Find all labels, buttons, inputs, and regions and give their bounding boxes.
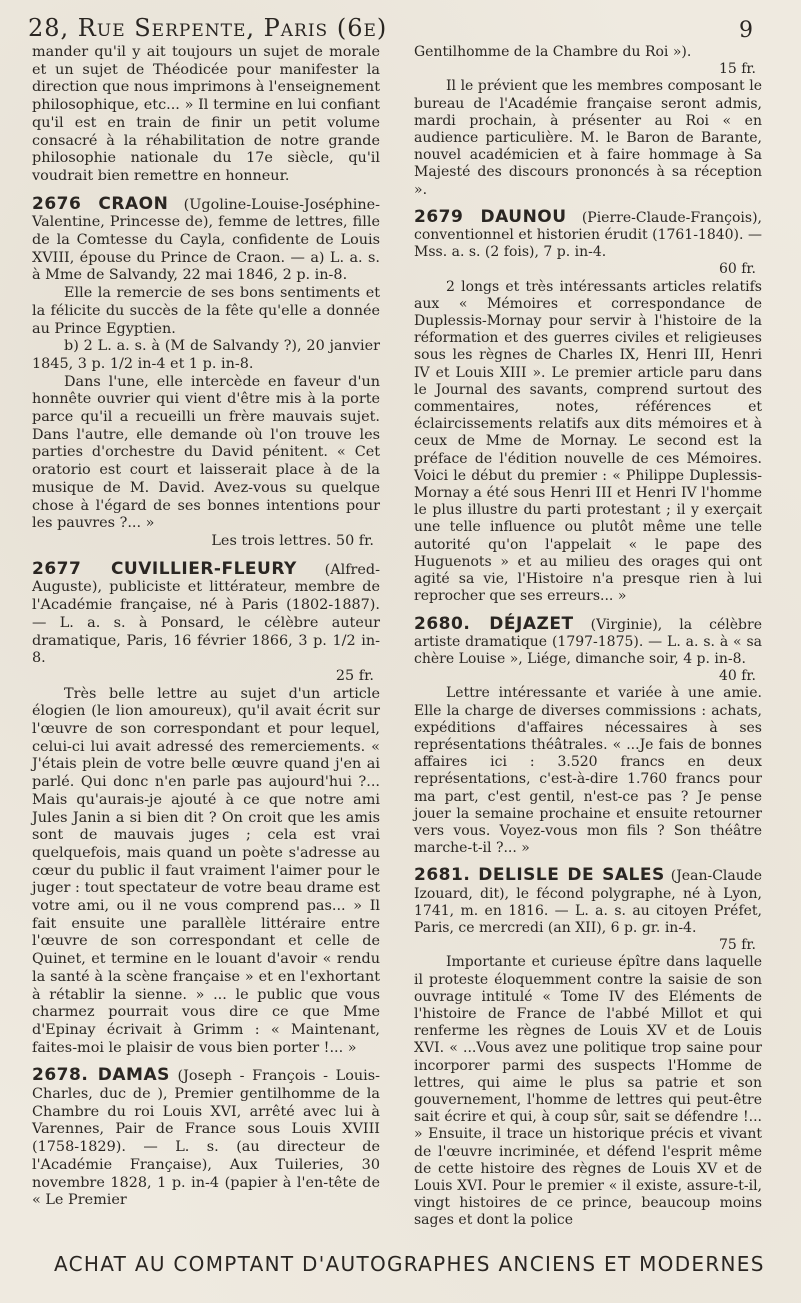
entry-2677 xyxy=(32,558,380,1058)
entry-2676 xyxy=(32,193,381,551)
lot-price: 60 fr. xyxy=(718,261,756,278)
lot-description: (Joseph - François - Louis-Charles, duc de ), Premier gentilhomme de la Chambre du roi Louis XVI, arrêté avec lui à Varennes, Pair de France sous Louis XVIII (1758-1829). — L. s. (au directeur de l'Académie Française), Aux Tuileries, 30 novembre 1828, 1 p. in-4 (papier à l'en-tête de « Le Premier xyxy=(32,1068,381,1209)
lot-heading: 2680. DÉJAZET xyxy=(414,613,574,634)
lot-summary: Il le prévient que les membres composant le bureau de l'Académie française seront admis, mardi prochain, à présenter au Roi « en audience particulière. M. le Baron de Barante, nouvel académicien et à faire hommage à Sa Majesté des discours prononcés à sa réception ». xyxy=(414,78,762,198)
lot-summary: Très belle lettre au sujet d'un article élogien (le lion amoureux), qu'il avait écrit sur l'œuvre de son correspondant et pour lequel, celui-ci lui avait adressé des remerciements. « J'étais plein de votre belle œuvre quand j'en ai parlé. Qui donc n'en parle pas aujourd'hui ?... Mais qu'aurais-je ajouté à ce que notre ami Jules Janin a si bien dit ? On croit que les amis sont de mauvais juges ; cela est vrai quelquefois, mais quand un poète s'adresse au cœur du public il faut vraiment l'aimer pour le juger : tout spectateur de votre beau drame est votre ami, ou il ne vous comprend pas... » Il fait ensuite une parallèle littéraire entre l'œuvre de son correspondant et celle de Quinet, et termine en le louant d'avoir « rendu la santé à la scène française » et en l'exhortant à rétablir la sienne. » ... le public que vous charmez pourrait vous dire ce que Mme d'Epinay écrivait à Grimm : « Maintenant, faites-moi le plaisir de vous bien porter !... » xyxy=(32,685,380,1056)
lot-summary: Lettre intéressante et variée à une amie. Elle la charge de diverses commissions : achats, expéditions d'affaires nécessaires à ses représentations théâtrales. « ...Je fais de bonnes affaires ici : 3.520 francs en deux représentations, c'est-à-dire 1.760 francs pour ma part, c'est gentil, n'est-ce pas ? Je pense jouer la semaine prochaine et ensuite retourner vers vous. Voyez-vous mon fils ? Son théâtre marche-t-il ?... » xyxy=(414,685,762,857)
lot-description: (Ugoline-Louise-Joséphine-Valentine, Princesse de), femme de lettres, fille de la Comtesse du Cayla, confidente de Louis XVIII, épouse du Prince de Craon. — a) L. a. s. à Mme de Salvandy, 22 mai 1846, 2 p. in-8. xyxy=(32,196,381,284)
lot-description: (Alfred-Auguste), publiciste et littérateur, membre de l'Académie française, né à Paris (1802-1887). — L. a. s. à Ponsard, le célèbre auteur dramatique, Paris, 16 février 1866, 3 p. 1/2 in-8. xyxy=(32,561,380,667)
entry-2680 xyxy=(414,613,762,858)
lot-price: 75 fr. xyxy=(718,937,756,954)
page-header xyxy=(28,14,773,44)
lot-heading: 2681. DELISLE DE SALES xyxy=(414,865,665,886)
lot-heading: 2677 CUVILLIER-FLEURY xyxy=(32,558,297,579)
entry-2678 xyxy=(32,1067,380,1210)
lot-summary: 2 longs et très intéressants articles relatifs aux « Mémoires et correspondance de Duplessis-Mornay pour servir à l'histoire de la réformation et des guerres civiles et religieuses sous les règnes de Charles IX, Henri III, Henri IV et Louis XIII ». Le premier article paru dans le Journal des savants, comprend surtout des commentaires, notes, références et éclaircissements relatifs aux dits mémoires et à ceux de Mme de Mornay. Le second est la préface de l'édition nouvelle de ces Mémoires. Voici le début du premier : « Philippe Duplessis-Mornay a été sous Henri III et Henri IV l'homme le plus illustre du parti protestant ; il y exerçait une telle influence ou plutôt même une telle autorité qu'on l'appelait « le pape des Huguenots » et au milieu des orages qui ont agité sa vie, l'Histoire n'a presque rien à lui reprocher que ses erreurs... » xyxy=(414,278,762,605)
lot-description: (Virginie), la célèbre artiste dramatique (1797-1875). — L. a. s. à « sa chère Louise », Liége, dimanche soir, 4 p. in-8. xyxy=(414,616,762,667)
lot-summary: Dans l'une, elle intercède en faveur d'un honnête ouvrier qui vient d'être mis à la porte parce qu'il a recueilli un frère mauvais sujet. Dans l'autre, elle demande où l'on trouve les parties d'orchestre du David pénitent. « Cet oratorio est court et laisserait place à de la musique de M. David. Avez-vous su quelque chose à l'égard de ses bonnes intentions pour les pauvres ?... » xyxy=(32,373,380,532)
continuation-text: Gentilhomme de la Chambre du Roi »). xyxy=(414,44,692,60)
running-title: 28, Rue Serpente, Paris (6e) xyxy=(28,14,388,42)
lot-description: (Jean-Claude Izouard, dit), le fécond polygraphe, né à Lyon, 1741, m. en 1816. — L. a. s. au citoyen Préfet, Paris, ce mercredi (an XII), 6 p. gr. in-4. xyxy=(414,868,762,936)
lot-price: 25 fr. xyxy=(335,667,374,684)
lot-heading: 2678. DAMAS xyxy=(32,1065,170,1086)
lot-heading: 2679 DAUNOU xyxy=(414,206,567,227)
continuation-text: mander qu'il y ait toujours un sujet de morale et un sujet de Théodicée pour manifester la direction que nous imprimons à l'enseignement philosophique, etc... » Il termine en lui confiant qu'il est en train de finir un petit volume consacré à la réhabilitation de notre grande philosophie nationale du 17e siècle, qu'il voudrait bien remettre en honneur. xyxy=(32,44,380,184)
lot-summary: Elle la remercie de ses bons sentiments et la félicite du succès de la fête qu'elle a donnée au Prince Egyptien. xyxy=(32,285,380,337)
lot-price: Les trois lettres. 50 fr. xyxy=(211,532,374,549)
lot-description: (Pierre-Claude-François), conventionnel et historien érudit (1761-1840). — Mss. a. s. (2 fois), 7 p. in-4. xyxy=(414,209,763,261)
left-column xyxy=(32,44,380,1210)
lot-summary: Importante et curieuse épître dans laquelle il proteste éloquemment contre la saisie de son ouvrage intitulé « Tome IV des Eléments de l'histoire de France de l'abbé Millot et qui renferme les règnes de Louis XV et de Louis XVI. « ...Vous avez une politique trop saine pour incorporer parmi des suspects l'Homme de lettres, qui aime le plus sa patrie et son gouvernement, l'homme de lettres qui peut-être sait écrire et qui, à coup sûr, sait se défendre !... » Ensuite, il trace un historique précis et vivant de l'œuvre incriminée, et défend l'esprit même de cette histoire des règnes de Louis XV et de Louis XVI. Pour le premier « il existe, assure-t-il, vingt histoires de ce prince, beaucoup moins sages et dont la police xyxy=(414,954,762,1229)
lot-price: 15 fr. xyxy=(718,61,756,78)
entry-2681 xyxy=(414,867,762,1229)
footer-banner: ACHAT AU COMPTANT D'AUTOGRAPHES ANCIENS ET MODERNES xyxy=(54,1252,765,1276)
right-column xyxy=(414,44,762,1230)
lot-heading: 2676 CRAON xyxy=(32,193,169,214)
lot-price: 40 fr. xyxy=(718,668,756,685)
page-number: 9 xyxy=(739,18,753,43)
lot-sub-item: b) 2 L. a. s. à (M de Salvandy ?), 20 janvier 1845, 3 p. 1/2 in-4 et 1 p. in-8. xyxy=(32,338,380,372)
entry-2679 xyxy=(414,206,763,606)
